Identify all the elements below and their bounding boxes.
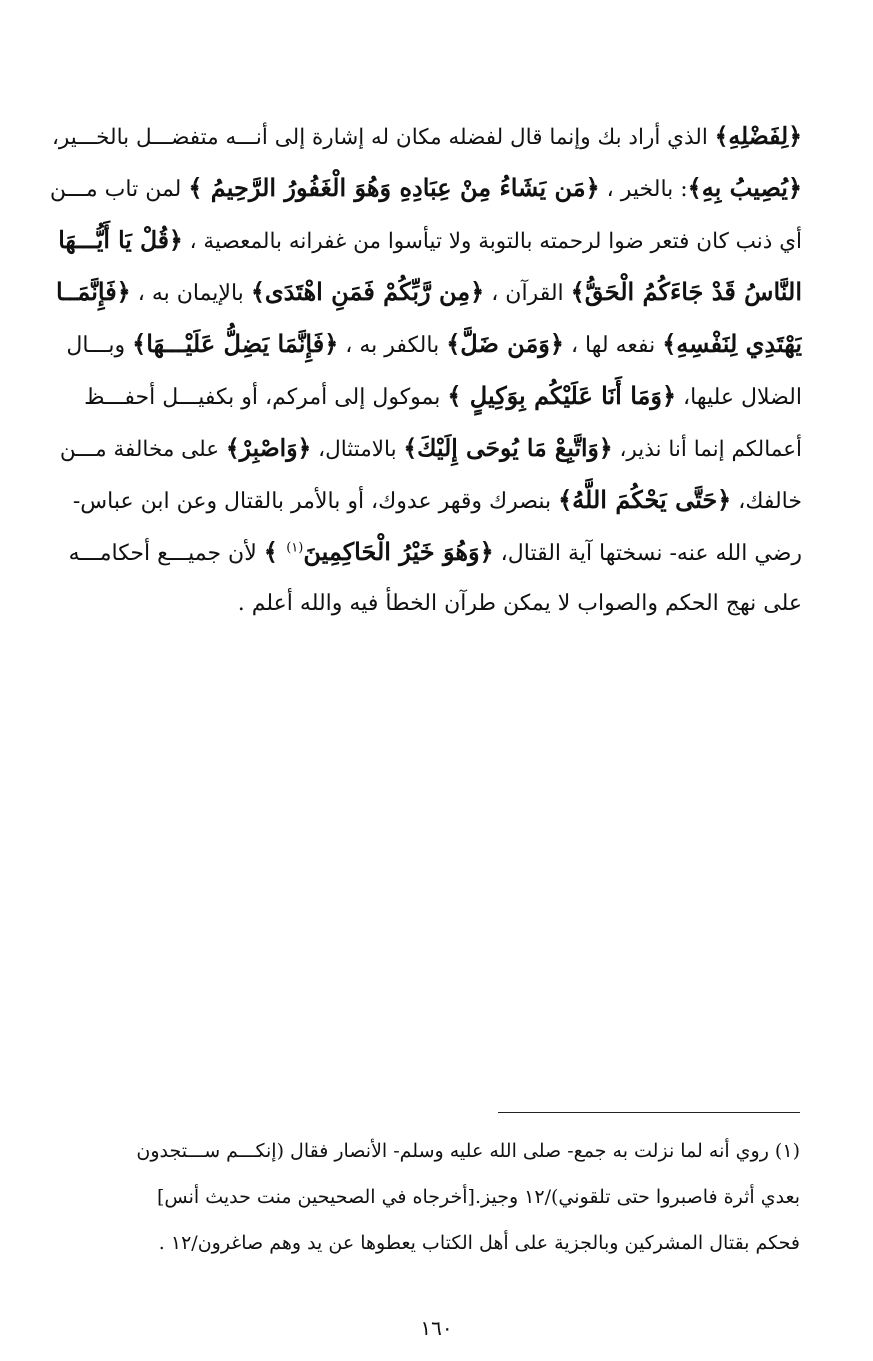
main-text (50, 110, 802, 630)
footnotes (58, 1128, 800, 1266)
commentary-text: بالامتثال، (311, 437, 404, 462)
commentary-text: بالكفر به ، (338, 333, 447, 358)
footnote-marker: (١) (286, 540, 304, 556)
commentary-text: على نهج الحكم والصواب لا يمكن طرآن الخطأ فيه والله أعلم . (237, 591, 802, 616)
commentary-text: نفعه لها ، (563, 333, 663, 358)
quran-quote: ﴿قُلْ يَا أَيُّـــهَا (58, 226, 183, 254)
text-line (50, 266, 802, 318)
commentary-text: أعمالكم إنما أنا نذير، (612, 437, 802, 462)
text-line (50, 526, 802, 578)
text-line (50, 110, 802, 162)
quran-quote: ﴿فَإِنَّمَا يَضِلُّ عَلَيْـــهَا﴾ (132, 329, 339, 358)
quran-quote: ﴿حَتَّى يَحْكُمَ اللَّهُ﴾ (558, 485, 732, 514)
quran-quote: ﴿يُصِيبُ بِهِ﴾ (687, 173, 802, 202)
quran-quote: ﴿وَاصْبِرْ﴾ (225, 434, 312, 462)
commentary-text: : بالخير ، (599, 177, 688, 202)
commentary-text: خالفك، (731, 489, 802, 514)
text-line (50, 474, 802, 526)
commentary-text: على مخالفة مـــن (59, 437, 226, 462)
footnote-line: (١) روي أنه لما نزلت به جمع- صلى الله عليه وسلم- الأنصار فقال (إنكـــم ســـتجدون (136, 1140, 800, 1162)
commentary-text: وبـــال (66, 333, 133, 358)
quran-quote: ﴿وَمَن ضَلَّ﴾ (446, 329, 564, 358)
commentary-text: القرآن ، (484, 281, 571, 306)
quran-quote: ﴿مَن يَشَاءُ مِنْ عِبَادِهِ وَهُوَ الْغَفُورُ الرَّحِيمُ ﴾ (188, 173, 600, 202)
commentary-text: الذي أراد بك وإنما قال لفضله مكان له إشارة إلى أنـــه متفضـــل بالخـــير، (51, 125, 715, 150)
footnote-separator (498, 1112, 800, 1113)
quran-quote: ﴿مِن رَّبِّكُمْ فَمَنِ اهْتَدَى﴾ (250, 277, 485, 306)
commentary-text: لمن تاب مـــن (50, 177, 189, 202)
quran-quote: ﴾ (263, 537, 287, 566)
text-line (50, 370, 802, 422)
commentary-text: بالإيمان به ، (130, 281, 251, 306)
quran-quote: ﴿وَهُوَ خَيْرُ الْحَاكِمِينَ (303, 537, 494, 566)
text-line (50, 162, 802, 214)
commentary-text: أي ذنب كان فتعر ضوا لرحمته بالتوبة ولا تيأسوا من غفرانه بالمعصية ، (182, 229, 802, 254)
commentary-text: بنصرك وقهر عدوك، أو بالأمر بالقتال وعن ابن عباس- (72, 489, 559, 514)
quran-quote: ﴿وَمَا أَنَا عَلَيْكُم بِوَكِيلٍ ﴾ (447, 381, 677, 410)
footnote-line: فحكم بقتال المشركين وبالجزية على أهل الكتاب يعطوها عن يد وهم صاغرون/١٢ . (158, 1232, 800, 1254)
quran-quote: النَّاسُ قَدْ جَاءَكُمُ الْحَقُّ﴾ (570, 277, 802, 306)
quran-quote: ﴿فَإِنَّمَــا (55, 277, 131, 306)
commentary-text: بموكول إلى أمركم، أو بكفيـــل أحفـــظ (84, 385, 448, 410)
text-line (50, 422, 802, 474)
quran-quote: يَهْتَدِي لِنَفْسِهِ﴾ (662, 329, 802, 358)
text-line (50, 318, 802, 370)
text-line (50, 578, 802, 630)
commentary-text: الضلال عليها، (676, 385, 802, 410)
quran-quote: ﴿وَاتَّبِعْ مَا يُوحَى إِلَيْكَ﴾ (403, 434, 613, 462)
commentary-text: رضي الله عنه- نسختها آية القتال، (493, 541, 802, 566)
text-line (50, 214, 802, 266)
quran-quote: ﴿لِفَضْلِهِ﴾ (714, 122, 802, 150)
page-number: ١٦٠ (420, 1316, 453, 1340)
commentary-text: لأن جميـــع أحكامـــه (68, 541, 264, 566)
footnote-line: بعدي أثرة فاصبروا حتى تلقوني)/١٢ وجيز.[أخرجاه في الصحيحين منت حديث أنس] (156, 1186, 800, 1208)
